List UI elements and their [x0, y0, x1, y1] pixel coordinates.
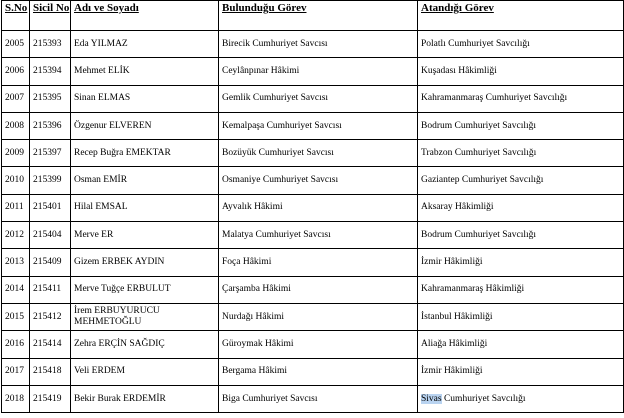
- cell-sicil-no: 215411: [30, 276, 71, 303]
- cell-sno: 2013: [2, 249, 30, 276]
- cell-name: İrem ERBUYURUCU MEHMETOĞLU: [71, 303, 219, 330]
- cell-sicil-no: 215394: [30, 58, 71, 85]
- cell-sicil-no: 215397: [30, 140, 71, 167]
- cell-current-post: Osmaniye Cumhuriyet Savcısı: [219, 167, 418, 194]
- cell-sicil-no: 215401: [30, 194, 71, 221]
- cell-name: Recep Buğra EMEKTAR: [71, 140, 219, 167]
- cell-sicil-no: 215404: [30, 222, 71, 249]
- cell-assigned-post: Gaziantep Cumhuriyet Savcılığı: [418, 167, 624, 194]
- cell-sicil-no: 215414: [30, 331, 71, 358]
- cell-sno: 2014: [2, 276, 30, 303]
- cell-sicil-no: 215393: [30, 31, 71, 58]
- cell-assigned-post: Bodrum Cumhuriyet Savcılığı: [418, 112, 624, 139]
- cell-assigned-post: Polatlı Cumhuriyet Savcılığı: [418, 31, 624, 58]
- cell-assigned-post-rest: Cumhuriyet Savcılığı: [441, 393, 526, 404]
- table-row: [2, 331, 624, 358]
- cell-sno: 2012: [2, 222, 30, 249]
- cell-current-post: Nurdağı Hâkimi: [219, 303, 418, 330]
- cell-sno: 2018: [2, 385, 30, 412]
- cell-sno: 2005: [2, 31, 30, 58]
- cell-name: Özgenur ELVEREN: [71, 112, 219, 139]
- cell-sno: 2009: [2, 140, 30, 167]
- cell-assigned-post: İzmir Hâkimliği: [418, 358, 624, 385]
- cell-current-post: Bozüyük Cumhuriyet Savcısı: [219, 140, 418, 167]
- cell-sicil-no: 215412: [30, 303, 71, 330]
- cell-assigned-post: Kahramanmaraş Hâkimliği: [418, 276, 624, 303]
- cell-assigned-post: Kahramanmaraş Cumhuriyet Savcılığı: [418, 85, 624, 112]
- cell-name: Sinan ELMAS: [71, 85, 219, 112]
- header-sno: S.No: [2, 1, 30, 31]
- table-row: [2, 58, 624, 85]
- table-row: [2, 167, 624, 194]
- table-row: [2, 85, 624, 112]
- table-row: [2, 31, 624, 58]
- cell-current-post: Çarşamba Hâkimi: [219, 276, 418, 303]
- table-row: [2, 358, 624, 385]
- table-row: [2, 276, 624, 303]
- header-current-post: Bulunduğu Görev: [219, 1, 418, 31]
- cell-sicil-no: 215409: [30, 249, 71, 276]
- cell-name: Bekir Burak ERDEMİR: [71, 385, 219, 412]
- selected-text-highlight[interactable]: Sivas: [421, 393, 442, 404]
- cell-assigned-post: Kuşadası Hâkimliği: [418, 58, 624, 85]
- header-sicil-no: Sicil No: [30, 1, 71, 31]
- cell-current-post: Kemalpaşa Cumhuriyet Savcısı: [219, 112, 418, 139]
- cell-name: Gizem ERBEK AYDIN: [71, 249, 219, 276]
- table-row: [2, 112, 624, 139]
- cell-assigned-post: Aksaray Hâkimliği: [418, 194, 624, 221]
- cell-sicil-no: 215419: [30, 385, 71, 412]
- cell-assigned-post: İstanbul Hâkimliği: [418, 303, 624, 330]
- cell-current-post: Ayvalık Hâkimi: [219, 194, 418, 221]
- cell-assigned-post: Aliağa Hâkimliği: [418, 331, 624, 358]
- table-row: [2, 140, 624, 167]
- cell-current-post: Bergama Hâkimi: [219, 358, 418, 385]
- cell-current-post: Gemlik Cumhuriyet Savcısı: [219, 85, 418, 112]
- table-row: [2, 249, 624, 276]
- header-assigned-post: Atandığı Görev: [418, 1, 624, 31]
- cell-assigned-post: Trabzon Cumhuriyet Savcılığı: [418, 140, 624, 167]
- cell-name: Hilal EMSAL: [71, 194, 219, 221]
- cell-name: Veli ERDEM: [71, 358, 219, 385]
- cell-name: Mehmet ELİK: [71, 58, 219, 85]
- table-header-row: [2, 1, 624, 31]
- cell-sno: 2008: [2, 112, 30, 139]
- cell-current-post: Ceylânpınar Hâkimi: [219, 58, 418, 85]
- header-name: Adı ve Soyadı: [71, 1, 219, 31]
- cell-current-post: Güroymak Hâkimi: [219, 331, 418, 358]
- appointment-table: [1, 0, 624, 413]
- cell-sno: 2010: [2, 167, 30, 194]
- table-row: [2, 194, 624, 221]
- cell-current-post: Foça Hâkimi: [219, 249, 418, 276]
- cell-assigned-post: Bodrum Cumhuriyet Savcılığı: [418, 222, 624, 249]
- cell-sno: 2015: [2, 303, 30, 330]
- cell-name: Eda YILMAZ: [71, 31, 219, 58]
- cell-sicil-no: 215418: [30, 358, 71, 385]
- cell-name: Zehra ERÇİN SAĞDIÇ: [71, 331, 219, 358]
- cell-name: Merve ER: [71, 222, 219, 249]
- cell-sicil-no: 215396: [30, 112, 71, 139]
- table-row: [2, 303, 624, 330]
- table-row: [2, 222, 624, 249]
- table-row: [2, 385, 624, 412]
- cell-sicil-no: 215399: [30, 167, 71, 194]
- cell-sno: 2011: [2, 194, 30, 221]
- cell-name: Osman EMİR: [71, 167, 219, 194]
- cell-assigned-post: İzmir Hâkimliği: [418, 249, 624, 276]
- cell-current-post: Biga Cumhuriyet Savcısı: [219, 385, 418, 412]
- cell-sno: 2006: [2, 58, 30, 85]
- cell-sicil-no: 215395: [30, 85, 71, 112]
- cell-sno: 2017: [2, 358, 30, 385]
- cell-name: Merve Tuğçe ERBULUT: [71, 276, 219, 303]
- cell-sno: 2007: [2, 85, 30, 112]
- cell-current-post: Malatya Cumhuriyet Savcısı: [219, 222, 418, 249]
- cell-sno: 2016: [2, 331, 30, 358]
- cell-current-post: Birecik Cumhuriyet Savcısı: [219, 31, 418, 58]
- cell-assigned-post: [418, 385, 624, 412]
